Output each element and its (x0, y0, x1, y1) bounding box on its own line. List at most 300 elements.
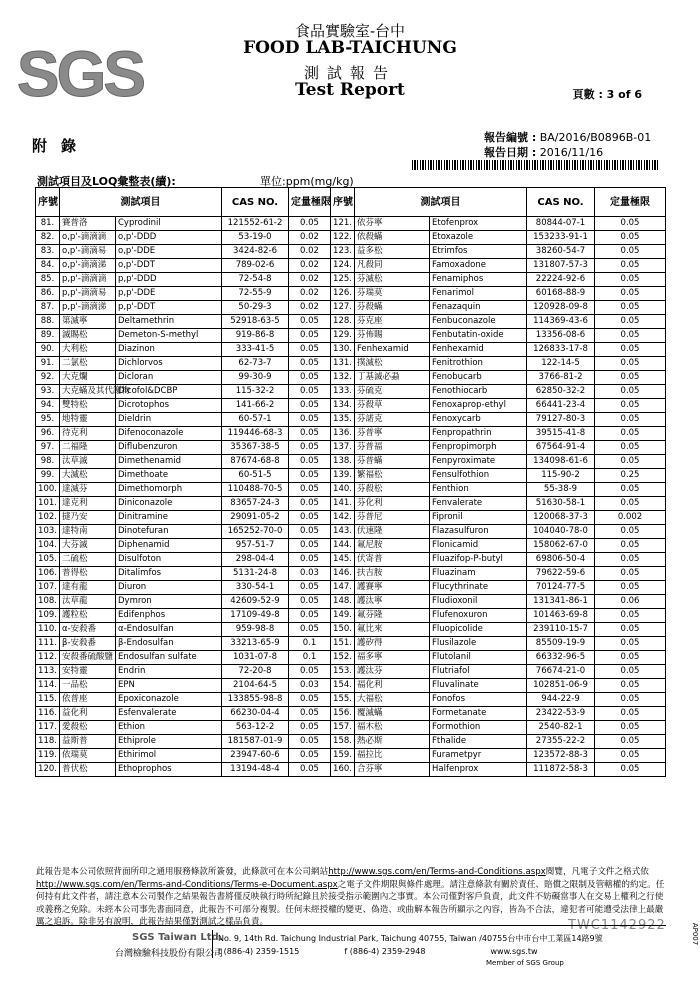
pesticide-name-en: Fenpropathrin (430, 427, 527, 441)
row-number: 88. (36, 315, 60, 329)
pesticide-name-cn: 芬普尼 (355, 511, 430, 525)
logo-text: SGS (16, 38, 144, 110)
row-number: 92. (36, 371, 60, 385)
loq-value: 0.05 (289, 483, 331, 497)
pesticide-name-en: Ethoprophos (116, 763, 222, 777)
loq-value: 0.05 (289, 315, 331, 329)
loq-value: 0.02 (289, 259, 331, 273)
row-number: 156. (331, 707, 355, 721)
table-row (36, 413, 666, 427)
pesticide-name-en: Fluvalinate (430, 679, 527, 693)
pesticide-name-en: Flonicamid (430, 539, 527, 553)
loq-value: 0.05 (595, 315, 666, 329)
row-number: 128. (331, 315, 355, 329)
report-number-value: BA/2016/B0896B-01 (539, 131, 652, 144)
cas-number: 123572-88-3 (527, 749, 595, 763)
loq-value: 0.05 (289, 371, 331, 385)
pesticide-name-cn: 芬佈賜 (355, 329, 430, 343)
terms-link[interactable]: http://www.sgs.com/en/Terms-and-Conditions.aspx (328, 867, 546, 877)
loq-value: 0.05 (595, 413, 666, 427)
table-row (36, 287, 666, 301)
pesticide-name-en: Diflubenzuron (116, 441, 222, 455)
cas-number: 102851-06-9 (527, 679, 595, 693)
table-row (36, 665, 666, 679)
pesticide-name-en: Flutriafol (430, 665, 527, 679)
pesticide-name-en: Fonofos (430, 693, 527, 707)
loq-value: 0.05 (595, 287, 666, 301)
table-row (36, 455, 666, 469)
row-number: 112. (36, 651, 60, 665)
pesticide-name-en: p,p'-DDE (116, 287, 222, 301)
pesticide-name-cn: 撻乃安 (60, 511, 116, 525)
loq-value: 0.05 (289, 595, 331, 609)
cas-number: 957-51-7 (222, 539, 289, 553)
cas-number: 115-90-2 (527, 469, 595, 483)
header-no: 序號 (36, 188, 60, 217)
table-row (36, 567, 666, 581)
pesticide-name-en: Dinotefuran (116, 525, 222, 539)
pesticide-name-cn: 伏速隆 (355, 525, 430, 539)
loq-value: 0.02 (289, 245, 331, 259)
loq-value: 0.05 (289, 735, 331, 749)
table-row (36, 231, 666, 245)
row-number: 153. (331, 665, 355, 679)
pesticide-name-en: Ethiprole (116, 735, 222, 749)
pesticide-name-en: Esfenvalerate (116, 707, 222, 721)
row-number: 132. (331, 371, 355, 385)
pesticide-name-en: Diazinon (116, 343, 222, 357)
pesticide-name-en: Formothion (430, 721, 527, 735)
pesticide-name-cn: 芬普寧 (355, 427, 430, 441)
cas-number: 104040-78-0 (527, 525, 595, 539)
pesticide-name-en: Edifenphos (116, 609, 222, 623)
cas-number: 35367-38-5 (222, 441, 289, 455)
pesticide-name-en: Dymron (116, 595, 222, 609)
pesticide-name-cn: 芬諾克 (355, 413, 430, 427)
cas-number: 83657-24-3 (222, 497, 289, 511)
cas-number: 13194-48-4 (222, 763, 289, 777)
pesticide-name-cn: 大福松 (355, 693, 430, 707)
row-number: 89. (36, 329, 60, 343)
cas-number: 181587-01-9 (222, 735, 289, 749)
pesticide-name-en: Dimethomorph (116, 483, 222, 497)
loq-value: 0.05 (595, 623, 666, 637)
pesticide-name-en: Fenthion (430, 483, 527, 497)
row-number: 97. (36, 441, 60, 455)
cas-number: 60168-88-9 (527, 287, 595, 301)
loq-value: 0.05 (289, 497, 331, 511)
pesticide-name-en: Fenbutatin-oxide (430, 329, 527, 343)
table-row (36, 385, 666, 399)
pesticide-name-cn: 芬殺蟎 (355, 301, 430, 315)
row-number: 119. (36, 749, 60, 763)
cas-number: 3424-82-6 (222, 245, 289, 259)
pesticide-name-en: Dinitramine (116, 511, 222, 525)
table-caption: 測試項目及LOQ彙整表(續): (37, 175, 176, 188)
pesticide-name-cn: o,p'-滴滴滴 (60, 231, 116, 245)
report-number (484, 129, 651, 145)
cas-number: 330-54-1 (222, 581, 289, 595)
row-number: 158. (331, 735, 355, 749)
loq-value: 0.05 (595, 651, 666, 665)
row-number: 136. (331, 427, 355, 441)
header-cas: CAS NO. (527, 188, 595, 217)
table-row (36, 651, 666, 665)
pesticide-name-en: Ethirimol (116, 749, 222, 763)
company-name-en: SGS Taiwan Ltd. (132, 932, 223, 943)
loq-value: 0.05 (289, 413, 331, 427)
cas-number: 13356-08-6 (527, 329, 595, 343)
pesticide-name-cn: 大克爛 (60, 371, 116, 385)
row-number: 117. (36, 721, 60, 735)
pesticide-name-en: Fenhexamid (430, 343, 527, 357)
cas-number: 85509-19-9 (527, 637, 595, 651)
table-row (36, 329, 666, 343)
cas-number: 38260-54-7 (527, 245, 595, 259)
pesticide-name-cn: 繁福松 (355, 469, 430, 483)
pesticide-name-cn: 芬克座 (355, 315, 430, 329)
table-row (36, 301, 666, 315)
pesticide-name-cn: 氟比來 (355, 623, 430, 637)
pesticide-name-en: Fenobucarb (430, 371, 527, 385)
cas-number: 53-19-0 (222, 231, 289, 245)
pesticide-name-cn: 達克利 (60, 497, 116, 511)
table-row (36, 217, 666, 231)
cas-number: 52918-63-5 (222, 315, 289, 329)
pesticide-name-en: Diniconazole (116, 497, 222, 511)
cas-number: 60-51-5 (222, 469, 289, 483)
row-number: 148. (331, 595, 355, 609)
cas-number: 66230-04-4 (222, 707, 289, 721)
table-row (36, 553, 666, 567)
cas-number: 42609-52-9 (222, 595, 289, 609)
pesticide-name-en: Flusilazole (430, 637, 527, 651)
loq-value: 0.02 (289, 287, 331, 301)
pesticide-name-cn: 益多松 (355, 245, 430, 259)
pesticide-name-cn: o,p'-滴滴易 (60, 245, 116, 259)
pesticide-name-en: Dimethenamid (116, 455, 222, 469)
loq-value: 0.06 (595, 595, 666, 609)
pesticide-name-cn: 撲滅松 (355, 357, 430, 371)
cas-number: 2104-64-5 (222, 679, 289, 693)
pesticide-name-cn: 扶吉胺 (355, 567, 430, 581)
footer-divider (36, 925, 666, 926)
table-row (36, 693, 666, 707)
pesticide-name-cn: 一品松 (60, 679, 116, 693)
pesticide-name-en: p,p'-DDT (116, 301, 222, 315)
cas-number: 789-02-6 (222, 259, 289, 273)
loq-value: 0.05 (289, 455, 331, 469)
loq-value: 0.05 (289, 665, 331, 679)
report-date (484, 144, 603, 160)
disclaimer-text-2: 閱覽，凡電子文件之格式依 (545, 867, 649, 877)
pesticide-name-cn: 芬瑞莫 (355, 287, 430, 301)
cas-number: 5131-24-8 (222, 567, 289, 581)
pesticide-name-cn: β-安殺番 (60, 637, 116, 651)
table-row (36, 735, 666, 749)
row-number: 151. (331, 637, 355, 651)
pesticide-name-en: Epoxiconazole (116, 693, 222, 707)
row-number: 143. (331, 525, 355, 539)
pesticide-name-cn: 大克蟎及其代謝物 (60, 385, 116, 399)
loq-value: 0.05 (289, 469, 331, 483)
cas-number: 66441-23-4 (527, 399, 595, 413)
row-number: 81. (36, 217, 60, 231)
pesticide-name-en: α-Endosulfan (116, 623, 222, 637)
row-number: 93. (36, 385, 60, 399)
pesticide-name-en: Dieldrin (116, 413, 222, 427)
pesticide-name-cn: 依瑞莫 (60, 749, 116, 763)
cas-number: 55-38-9 (527, 483, 595, 497)
pesticide-name-en: Dichlorvos (116, 357, 222, 371)
table-row (36, 525, 666, 539)
row-number: 111. (36, 637, 60, 651)
cas-number: 3766-81-2 (527, 371, 595, 385)
loq-value: 0.05 (595, 455, 666, 469)
row-number: 160. (331, 763, 355, 777)
cas-number: 134098-61-6 (527, 455, 595, 469)
pesticide-name-en: Halfenprox (430, 763, 527, 777)
loq-value: 0.05 (595, 553, 666, 567)
row-number: 124. (331, 259, 355, 273)
pesticide-name-cn: 凡殺同 (355, 259, 430, 273)
row-number: 116. (36, 707, 60, 721)
loq-value: 0.02 (289, 231, 331, 245)
loq-value: 0.05 (595, 217, 666, 231)
cas-number: 919-86-8 (222, 329, 289, 343)
cas-number: 141-66-2 (222, 399, 289, 413)
company-website: www.sgs.tw (490, 947, 538, 956)
pesticide-name-cn: 丁基滅必蝨 (355, 371, 430, 385)
row-number: 87. (36, 301, 60, 315)
table-row (36, 469, 666, 483)
pesticide-name-cn: 賽普洛 (60, 217, 116, 231)
table-row (36, 721, 666, 735)
table-row (36, 483, 666, 497)
cas-number: 131807-57-3 (527, 259, 595, 273)
row-number: 90. (36, 343, 60, 357)
loq-value: 0.05 (289, 553, 331, 567)
loq-value: 0.05 (595, 343, 666, 357)
pesticide-name-cn: 芬殺草 (355, 399, 430, 413)
cas-number: 62850-32-2 (527, 385, 595, 399)
cas-number: 101463-69-8 (527, 609, 595, 623)
pesticide-name-cn: 大利松 (60, 343, 116, 357)
pesticide-name-cn: 合芬寧 (355, 763, 430, 777)
table-row (36, 441, 666, 455)
pesticide-name-cn: 大滅松 (60, 469, 116, 483)
pesticide-name-cn: 汰草龍 (60, 595, 116, 609)
pesticide-name-en: EPN (116, 679, 222, 693)
loq-value: 0.05 (289, 581, 331, 595)
loq-value: 0.1 (289, 651, 331, 665)
loq-value: 0.05 (289, 441, 331, 455)
loq-value: 0.05 (595, 525, 666, 539)
table-unit: 單位:ppm(mg/kg) (260, 175, 354, 188)
table-row (36, 357, 666, 371)
row-number: 147. (331, 581, 355, 595)
member-of-sgs: Member of SGS Group (486, 959, 564, 967)
barcode (412, 160, 660, 170)
pesticide-name-en: β-Endosulfan (116, 637, 222, 651)
row-number: 109. (36, 609, 60, 623)
pesticide-name-en: Diphenamid (116, 539, 222, 553)
row-number: 126. (331, 287, 355, 301)
pesticide-name-cn: 芬硫克 (355, 385, 430, 399)
row-number: 130. (331, 343, 355, 357)
table-row (36, 595, 666, 609)
pesticide-name-en: Flucythrinate (430, 581, 527, 595)
cas-number: 119446-68-3 (222, 427, 289, 441)
row-number: 84. (36, 259, 60, 273)
loq-value: 0.05 (595, 301, 666, 315)
row-number: 105. (36, 553, 60, 567)
pesticide-name-en: Ditalimfos (116, 567, 222, 581)
pesticide-name-cn: 汰草滅 (60, 455, 116, 469)
pesticide-name-cn: 芬普蟎 (355, 455, 430, 469)
pesticide-name-en: o,p'-DDD (116, 231, 222, 245)
pesticide-name-en: Etoxazole (430, 231, 527, 245)
row-number: 150. (331, 623, 355, 637)
row-number: 145. (331, 553, 355, 567)
cas-number: 99-30-9 (222, 371, 289, 385)
table-row (36, 623, 666, 637)
pesticide-name-en: Diuron (116, 581, 222, 595)
cas-number: 120928-09-8 (527, 301, 595, 315)
pesticide-name-en: Dicrotophos (116, 399, 222, 413)
cas-number: 87674-68-8 (222, 455, 289, 469)
report-date-label: 報告日期 : (484, 146, 537, 159)
loq-value: 0.05 (595, 245, 666, 259)
pesticide-name-cn: 芬滅松 (355, 273, 430, 287)
row-number: 154. (331, 679, 355, 693)
loq-value: 0.05 (595, 497, 666, 511)
row-number: 129. (331, 329, 355, 343)
row-number: 86. (36, 287, 60, 301)
pesticide-name-cn: 福木松 (355, 721, 430, 735)
document-code: TWC1142922 (568, 918, 666, 933)
cas-number: 153233-91-1 (527, 231, 595, 245)
loq-value: 0.05 (289, 623, 331, 637)
table-row (36, 511, 666, 525)
pesticide-name-en: Fenpyroximate (430, 455, 527, 469)
row-number: 110. (36, 623, 60, 637)
pesticide-name-en: Etofenprox (430, 217, 527, 231)
cas-number: 114369-43-6 (527, 315, 595, 329)
loq-value: 0.05 (289, 217, 331, 231)
header-item: 測試項目 (355, 188, 527, 217)
pesticide-name-en: o,p'-DDT (116, 259, 222, 273)
cas-number: 133855-98-8 (222, 693, 289, 707)
pesticide-name-en: Fenamiphos (430, 273, 527, 287)
row-number: 115. (36, 693, 60, 707)
row-number: 133. (331, 385, 355, 399)
row-number: 131. (331, 357, 355, 371)
pesticide-name-en: Difenoconazole (116, 427, 222, 441)
pesticide-name-en: Etrimfos (430, 245, 527, 259)
pesticide-name-en: Fludioxonil (430, 595, 527, 609)
pesticide-name-en: Fenbuconazole (430, 315, 527, 329)
pesticide-name-en: Fenitrothion (430, 357, 527, 371)
loq-value: 0.03 (289, 679, 331, 693)
row-number: 108. (36, 595, 60, 609)
cas-number: 70124-77-5 (527, 581, 595, 595)
cas-number: 79127-80-3 (527, 413, 595, 427)
pesticide-name-cn: 益斯普 (60, 735, 116, 749)
row-number: 159. (331, 749, 355, 763)
loq-value: 0.05 (595, 693, 666, 707)
pesticide-name-cn: 芬殺松 (355, 483, 430, 497)
table-header-row (36, 188, 666, 217)
table-row (36, 259, 666, 273)
loq-value: 0.05 (595, 609, 666, 623)
pesticide-name-cn: o,p'-滴滴涕 (60, 259, 116, 273)
row-number: 138. (331, 455, 355, 469)
row-number: 98. (36, 455, 60, 469)
loq-value: 0.05 (595, 707, 666, 721)
cas-number: 110488-70-5 (222, 483, 289, 497)
pesticide-name-cn: 熱必斯 (355, 735, 430, 749)
pesticide-name-cn: 安殺番硫酸鹽 (60, 651, 116, 665)
company-tel: t (886-4) 2359-1515 (218, 947, 300, 956)
cas-number: 1031-07-8 (222, 651, 289, 665)
loq-value: 0.25 (595, 469, 666, 483)
row-number: 121. (331, 217, 355, 231)
loq-value: 0.002 (595, 511, 666, 525)
loq-value: 0.05 (289, 693, 331, 707)
pesticide-name-cn: 滅賜松 (60, 329, 116, 343)
pesticide-name-cn: 大芬滅 (60, 539, 116, 553)
pesticide-name-cn: 達有龍 (60, 581, 116, 595)
pesticide-name-cn: 二硫松 (60, 553, 116, 567)
pesticide-name-en: Fenazaquin (430, 301, 527, 315)
table-row (36, 539, 666, 553)
pesticide-name-cn: α-安殺番 (60, 623, 116, 637)
pesticide-name-cn: 護粒松 (60, 609, 116, 623)
loq-value: 0.05 (595, 749, 666, 763)
table-row (36, 707, 666, 721)
pesticide-name-en: Dicloran (116, 371, 222, 385)
cas-number: 33213-65-9 (222, 637, 289, 651)
cas-number: 126833-17-8 (527, 343, 595, 357)
pesticide-name-cn: 雙特松 (60, 399, 116, 413)
header-loq: 定量極限 (595, 188, 666, 217)
loq-value: 0.05 (595, 581, 666, 595)
e-document-terms-link[interactable]: http://www.sgs.com/en/Terms-and-Conditions/Terms-e-Document.aspx (36, 879, 338, 890)
pesticide-name-en: Fipronil (430, 511, 527, 525)
cas-number: 79622-59-6 (527, 567, 595, 581)
table-row (36, 609, 666, 623)
row-number: 101. (36, 497, 60, 511)
row-number: 113. (36, 665, 60, 679)
pesticide-name-en: Famoxadone (430, 259, 527, 273)
loq-value: 0.05 (595, 329, 666, 343)
pesticide-name-en: Fluazifop-P-butyl (430, 553, 527, 567)
pesticide-name-en: Fenoxycarb (430, 413, 527, 427)
cas-number: 122-14-5 (527, 357, 595, 371)
table-row (36, 399, 666, 413)
cas-number: 50-29-3 (222, 301, 289, 315)
report-date-value: 2016/11/16 (539, 146, 604, 159)
company-address: No. 9, 14th Rd. Taichung Industrial Park, Taichung 40755, Taiwan /40755台中市台中工業區14路9號 (218, 934, 603, 943)
pesticide-name-en: Fenpropimorph (430, 441, 527, 455)
pesticide-name-cn: 普伏松 (60, 763, 116, 777)
pesticide-name-en: Fensulfothion (430, 469, 527, 483)
pesticide-name-en: Fthalide (430, 735, 527, 749)
pesticide-name-cn: 芬普福 (355, 441, 430, 455)
loq-value: 0.05 (595, 721, 666, 735)
cas-number: 76674-21-0 (527, 665, 595, 679)
